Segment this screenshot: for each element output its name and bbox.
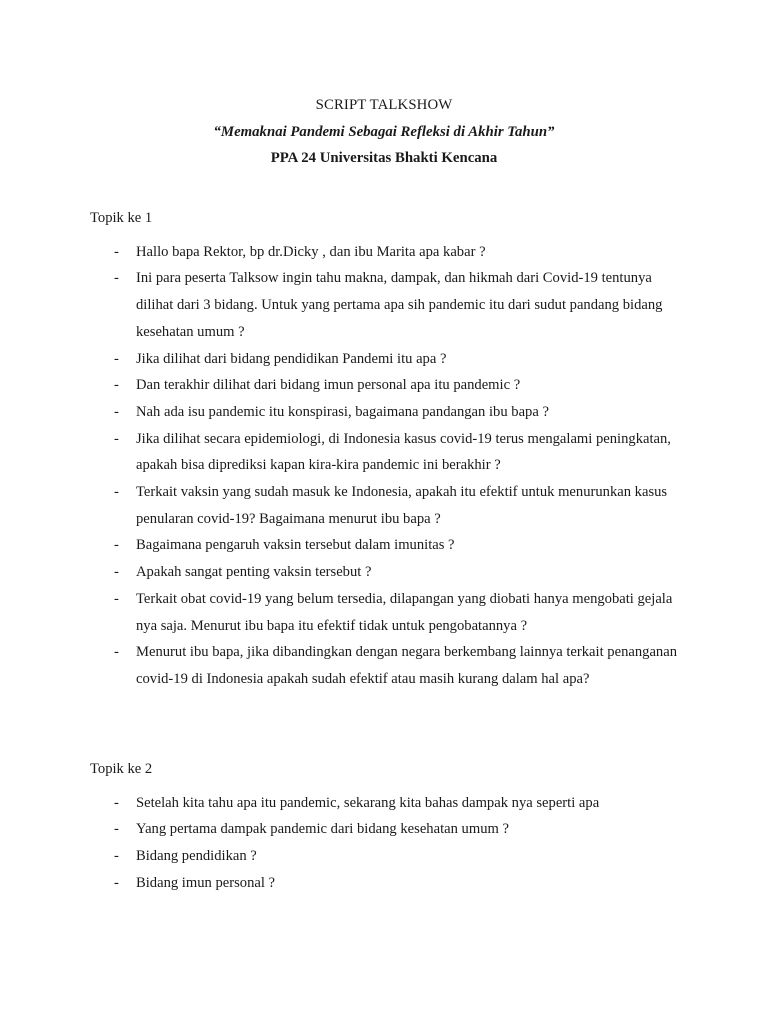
bullet-dash: -: [114, 794, 119, 811]
question-text: Jika dilihat dari bidang pendidikan Pandemi itu apa ?: [136, 350, 447, 367]
question-text: Jika dilihat secara epidemiologi, di Indonesia kasus covid-19 terus mengalami peningkatan, apakah bisa diprediksi kapan kira-kira pandemic ini berakhir ?: [136, 430, 671, 474]
bullet-dash: -: [114, 537, 119, 554]
question-item: [90, 372, 686, 399]
question-item: [90, 639, 686, 692]
bullet-dash: -: [114, 243, 119, 260]
question-text: Nah ada isu pandemic itu konspirasi, bagaimana pandangan ibu bapa ?: [136, 403, 549, 420]
question-item: [90, 479, 686, 532]
question-text: Hallo bapa Rektor, bp dr.Dicky , dan ibu Marita apa kabar ?: [136, 243, 486, 260]
document-organizer: PPA 24 Universitas Bhakti Kencana: [270, 150, 498, 166]
document-title: SCRIPT TALKSHOW: [315, 97, 453, 113]
bullet-dash: -: [114, 377, 119, 394]
question-item: [90, 532, 686, 559]
question-item: [90, 559, 686, 586]
bullet-dash: -: [114, 821, 119, 838]
question-item: [90, 426, 686, 479]
question-item: [90, 586, 686, 639]
question-item: [90, 265, 686, 345]
bullet-dash: -: [114, 564, 119, 581]
bullet-dash: -: [114, 430, 119, 447]
topic-1-question-list: [90, 239, 690, 693]
question-item: [90, 870, 686, 897]
bullet-dash: -: [114, 484, 119, 501]
question-text: Yang pertama dampak pandemic dari bidang kesehatan umum ?: [136, 821, 509, 838]
topic-1-heading: Topik ke 1: [90, 210, 153, 226]
bullet-dash: -: [114, 590, 119, 607]
topic-2-question-list: [90, 790, 690, 897]
topic-2-section: [90, 756, 690, 897]
question-text: Bidang imun personal ?: [136, 874, 276, 891]
bullet-dash: -: [114, 644, 119, 661]
topic-2-heading: Topik ke 2: [90, 761, 153, 777]
question-text: Bagaimana pengaruh vaksin tersebut dalam imunitas ?: [136, 537, 455, 554]
question-text: Dan terakhir dilihat dari bidang imun personal apa itu pandemic ?: [136, 377, 521, 394]
question-item: [90, 399, 686, 426]
question-text: Ini para peserta Talksow ingin tahu makna, dampak, dan hikmah dari Covid-19 tentunya dilihat dari 3 bidang. Untuk yang pertama apa sih pandemic itu dari sudut pandang bidang kesehatan umum ?: [136, 270, 663, 340]
bullet-dash: -: [114, 848, 119, 865]
question-text: Bidang pendidikan ?: [136, 848, 257, 865]
bullet-dash: -: [114, 350, 119, 367]
document-subtitle: “Memaknai Pandemi Sebagai Refleksi di Akhir Tahun”: [213, 123, 555, 140]
bullet-dash: -: [114, 874, 119, 891]
question-text: Terkait obat covid-19 yang belum tersedia, dilapangan yang diobati hanya mengobati gejala nya saja. Menurut ibu bapa itu efektif tidak untuk pengobatannya ?: [136, 590, 673, 634]
question-item: [90, 816, 686, 843]
question-text: Terkait vaksin yang sudah masuk ke Indonesia, apakah itu efektif untuk menurunkan kasus penularan covid-19? Bagaimana menurut ibu bapa ?: [136, 484, 668, 527]
question-item: [90, 843, 686, 870]
document-header: [0, 92, 768, 172]
question-item: [90, 239, 686, 266]
question-text: Setelah kita tahu apa itu pandemic, sekarang kita bahas dampak nya seperti apa: [136, 794, 600, 811]
question-text: Apakah sangat penting vaksin tersebut ?: [136, 564, 372, 581]
bullet-dash: -: [114, 403, 119, 420]
question-item: [90, 346, 686, 373]
bullet-dash: -: [114, 270, 119, 287]
question-item: [90, 790, 686, 817]
topic-1-section: [90, 205, 690, 693]
question-text: Menurut ibu bapa, jika dibandingkan dengan negara berkembang lainnya terkait penanganan covid-19 di Indonesia apakah sudah efektif atau masih kurang dalam hal apa?: [136, 644, 677, 687]
